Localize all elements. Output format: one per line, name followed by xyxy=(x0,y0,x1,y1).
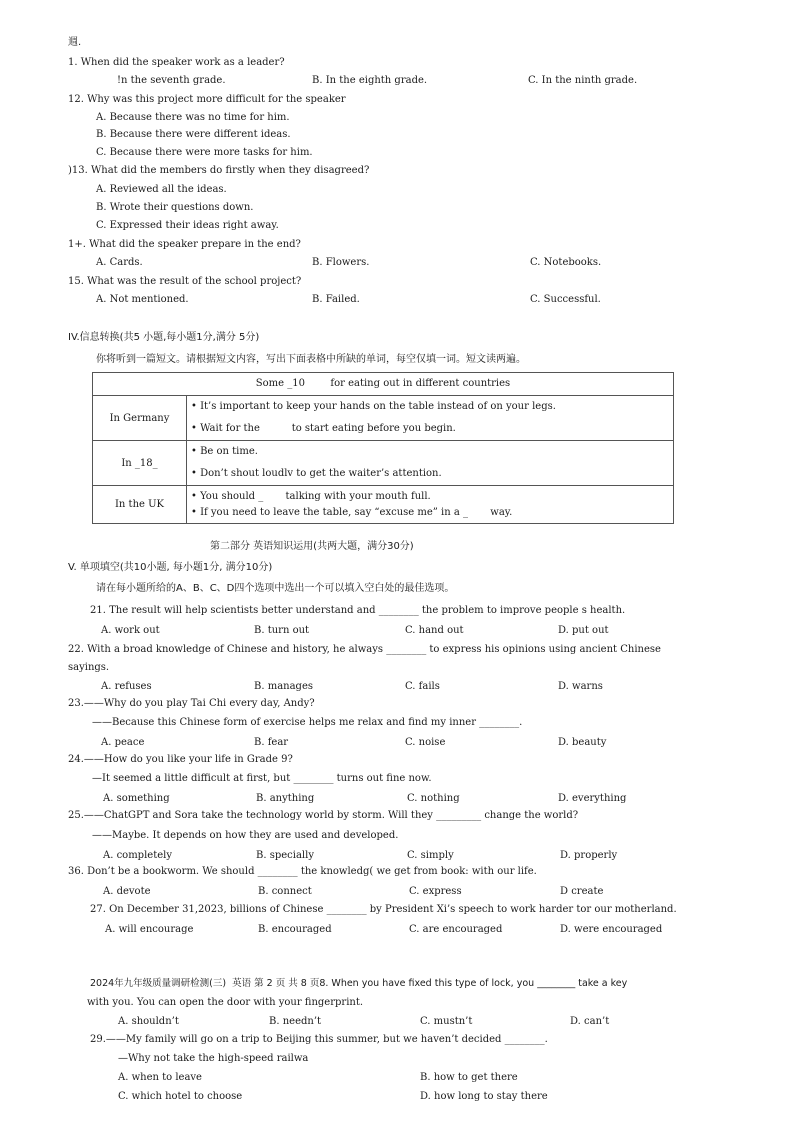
q26-option-c: C. express xyxy=(409,886,462,897)
q13-option-b: B. Wrote their questions down. xyxy=(96,202,254,213)
q24-option-a: A. something xyxy=(103,793,170,804)
q25-option-d: D. properly xyxy=(560,850,618,861)
row-item: • If you need to leave the table, say “excuse me” in a _ way. xyxy=(191,507,513,518)
q15-option-c: C. Successful. xyxy=(530,294,601,305)
q15-stem: 15. What was the result of the school project? xyxy=(68,276,302,287)
q29-stem: 29.——My family will go on a trip to Beijing this summer, but we haven’t decided ________. xyxy=(90,1034,548,1045)
q25-option-c: C. simply xyxy=(407,850,454,861)
row-item: • It’s important to keep your hands on the table instead of on your legs. xyxy=(191,401,556,412)
info-table xyxy=(92,372,674,524)
q25-option-a: A. completely xyxy=(103,850,172,861)
q15-option-b: B. Failed. xyxy=(312,294,360,305)
q14-stem: 1+. What did the speaker prepare in the end? xyxy=(68,239,301,250)
q28-stem-cont: with you. You can open the door with your fingerprint. xyxy=(87,997,364,1008)
q11-option-a: !n the seventh grade. xyxy=(117,75,226,86)
row-item: • You should _ talking with your mouth full. xyxy=(191,491,431,502)
q23-option-d: D. beauty xyxy=(558,737,607,748)
q29-option-a: A. when to leave xyxy=(118,1072,202,1083)
q24-option-b: B. anything xyxy=(256,793,315,804)
row-items xyxy=(187,486,674,524)
q23-option-c: C. noise xyxy=(405,737,446,748)
q26-option-d: D create xyxy=(560,886,604,897)
q25-stem-cont: ——Maybe. It depends on how they are used and developed. xyxy=(92,830,399,841)
q11-option-b: B. In the eighth grade. xyxy=(312,75,428,86)
page-footer-q28-stem: 2024年九年级质量调研检测(三) 英语 第 2 页 共 8 页8. When you have fixed this type of lock, you ________ take a key xyxy=(90,978,628,989)
q27-option-b: B. encouraged xyxy=(258,924,332,935)
q15-option-a: A. Not mentioned. xyxy=(96,294,189,305)
row-label: In Germany xyxy=(93,396,187,441)
row-label: In the UK xyxy=(93,486,187,524)
table-row xyxy=(93,396,674,441)
q27-option-c: C. are encouraged xyxy=(409,924,503,935)
q23-option-a: A. peace xyxy=(101,737,145,748)
q22-stem-cont: sayings. xyxy=(68,662,110,673)
row-label: In _18_ xyxy=(93,441,187,486)
row-item: • Don’t shout loudlv to get the waiter’s attention. xyxy=(191,468,442,479)
q21-option-d: D. put out xyxy=(558,625,609,636)
q25-stem: 25.——ChatGPT and Sora take the technology world by storm. Will they _________ change the world? xyxy=(68,810,579,821)
q24-stem: 24.——How do you like your life in Grade 9? xyxy=(68,754,293,765)
q26-option-a: A. devote xyxy=(103,886,151,897)
q28-option-a: A. shouldn’t xyxy=(118,1016,179,1027)
q26-option-b: B. connect xyxy=(258,886,312,897)
q11-option-c: C. In the ninth grade. xyxy=(528,75,638,86)
q12-stem: 12. Why was this project more difficult for the speaker xyxy=(68,94,346,105)
page-fragment: 週. xyxy=(68,37,82,48)
section5-instruction: 请在每小题所给的A、B、C、D四个选项中选出一个可以填入空白处的最佳选项。 xyxy=(96,583,455,594)
part2-title: 第二部分 英语知识运用(共两大题，满分30分) xyxy=(210,541,414,552)
row-item: • Wait for the to start eating before you begin. xyxy=(191,423,456,434)
q29-option-d: D. how long to stay there xyxy=(420,1091,548,1102)
row-items xyxy=(187,441,674,486)
q27-option-a: A. will encourage xyxy=(105,924,194,935)
q23-stem: 23.——Why do you play Tai Chi every day, Andy? xyxy=(68,698,315,709)
row-item: • Be on time. xyxy=(191,446,258,457)
q13-stem: )13. What did the members do firstly when they disagreed? xyxy=(68,165,370,176)
row-items xyxy=(187,396,674,441)
q29-option-b: B. how to get there xyxy=(420,1072,518,1083)
q21-option-c: C. hand out xyxy=(405,625,464,636)
q13-option-a: A. Reviewed all the ideas. xyxy=(96,184,227,195)
q21-option-a: A. work out xyxy=(101,625,160,636)
q29-option-c: C. which hotel to choose xyxy=(118,1091,243,1102)
q29-stem-cont: —Why not take the high-speed railwa xyxy=(118,1053,309,1064)
q24-option-d: D. everything xyxy=(558,793,627,804)
q22-option-b: B. manages xyxy=(254,681,314,692)
q22-option-d: D. warns xyxy=(558,681,603,692)
q22-option-a: A. refuses xyxy=(101,681,152,692)
q22-stem: 22. With a broad knowledge of Chinese and history, he always ________ to express his opinions using ancient Chinese xyxy=(68,644,661,655)
q27-stem: 27. On December 31,2023, billions of Chinese ________ by President Xi’s speech to work harder tor our motherland. xyxy=(90,904,677,915)
q14-option-c: C. Notebooks. xyxy=(530,257,602,268)
q26-stem: 36. Don’t be a bookworm. We should ________ the knowledg( we get from book: with our life. xyxy=(68,866,537,877)
q28-option-d: D. can’t xyxy=(570,1016,610,1027)
q14-option-b: B. Flowers. xyxy=(312,257,370,268)
q27-option-d: D. were encouraged xyxy=(560,924,663,935)
table-header: Some _10 for eating out in different countries xyxy=(93,373,674,396)
q21-stem: 21. The result will help scientists better understand and ________ the problem to improve people s health. xyxy=(90,605,626,616)
q25-option-b: B. specially xyxy=(256,850,314,861)
q23-stem-cont: ——Because this Chinese form of exercise helps me relax and find my inner ________. xyxy=(92,717,523,728)
q12-option-a: A. Because there was no time for him. xyxy=(96,112,290,123)
q24-stem-cont: —It seemed a little difficult at first, but ________ turns out fine now. xyxy=(92,773,432,784)
q21-option-b: B. turn out xyxy=(254,625,310,636)
table-row xyxy=(93,486,674,524)
q24-option-c: C. nothing xyxy=(407,793,460,804)
q22-option-c: C. fails xyxy=(405,681,440,692)
section4-heading: IV.信息转换(共5 小题,每小题1分,满分 5分) xyxy=(68,332,260,343)
q13-option-c: C. Expressed their ideas right away. xyxy=(96,220,279,231)
q14-option-a: A. Cards. xyxy=(96,257,143,268)
q28-option-c: C. mustn’t xyxy=(420,1016,473,1027)
q12-option-b: B. Because there were different ideas. xyxy=(96,129,291,140)
q11-stem: 1. When did the speaker work as a leader? xyxy=(68,57,285,68)
q28-option-b: B. needn’t xyxy=(269,1016,322,1027)
section4-instruction: 你将听到一篇短文。请根据短文内容，写出下面表格中所缺的单词，每空仅填一词。短文读两遍。 xyxy=(96,354,526,365)
q23-option-b: B. fear xyxy=(254,737,289,748)
table-row xyxy=(93,441,674,486)
q12-option-c: C. Because there were more tasks for him. xyxy=(96,147,313,158)
section5-heading: V. 单项填空(共10小题, 每小题1分, 满分10分) xyxy=(68,562,273,573)
